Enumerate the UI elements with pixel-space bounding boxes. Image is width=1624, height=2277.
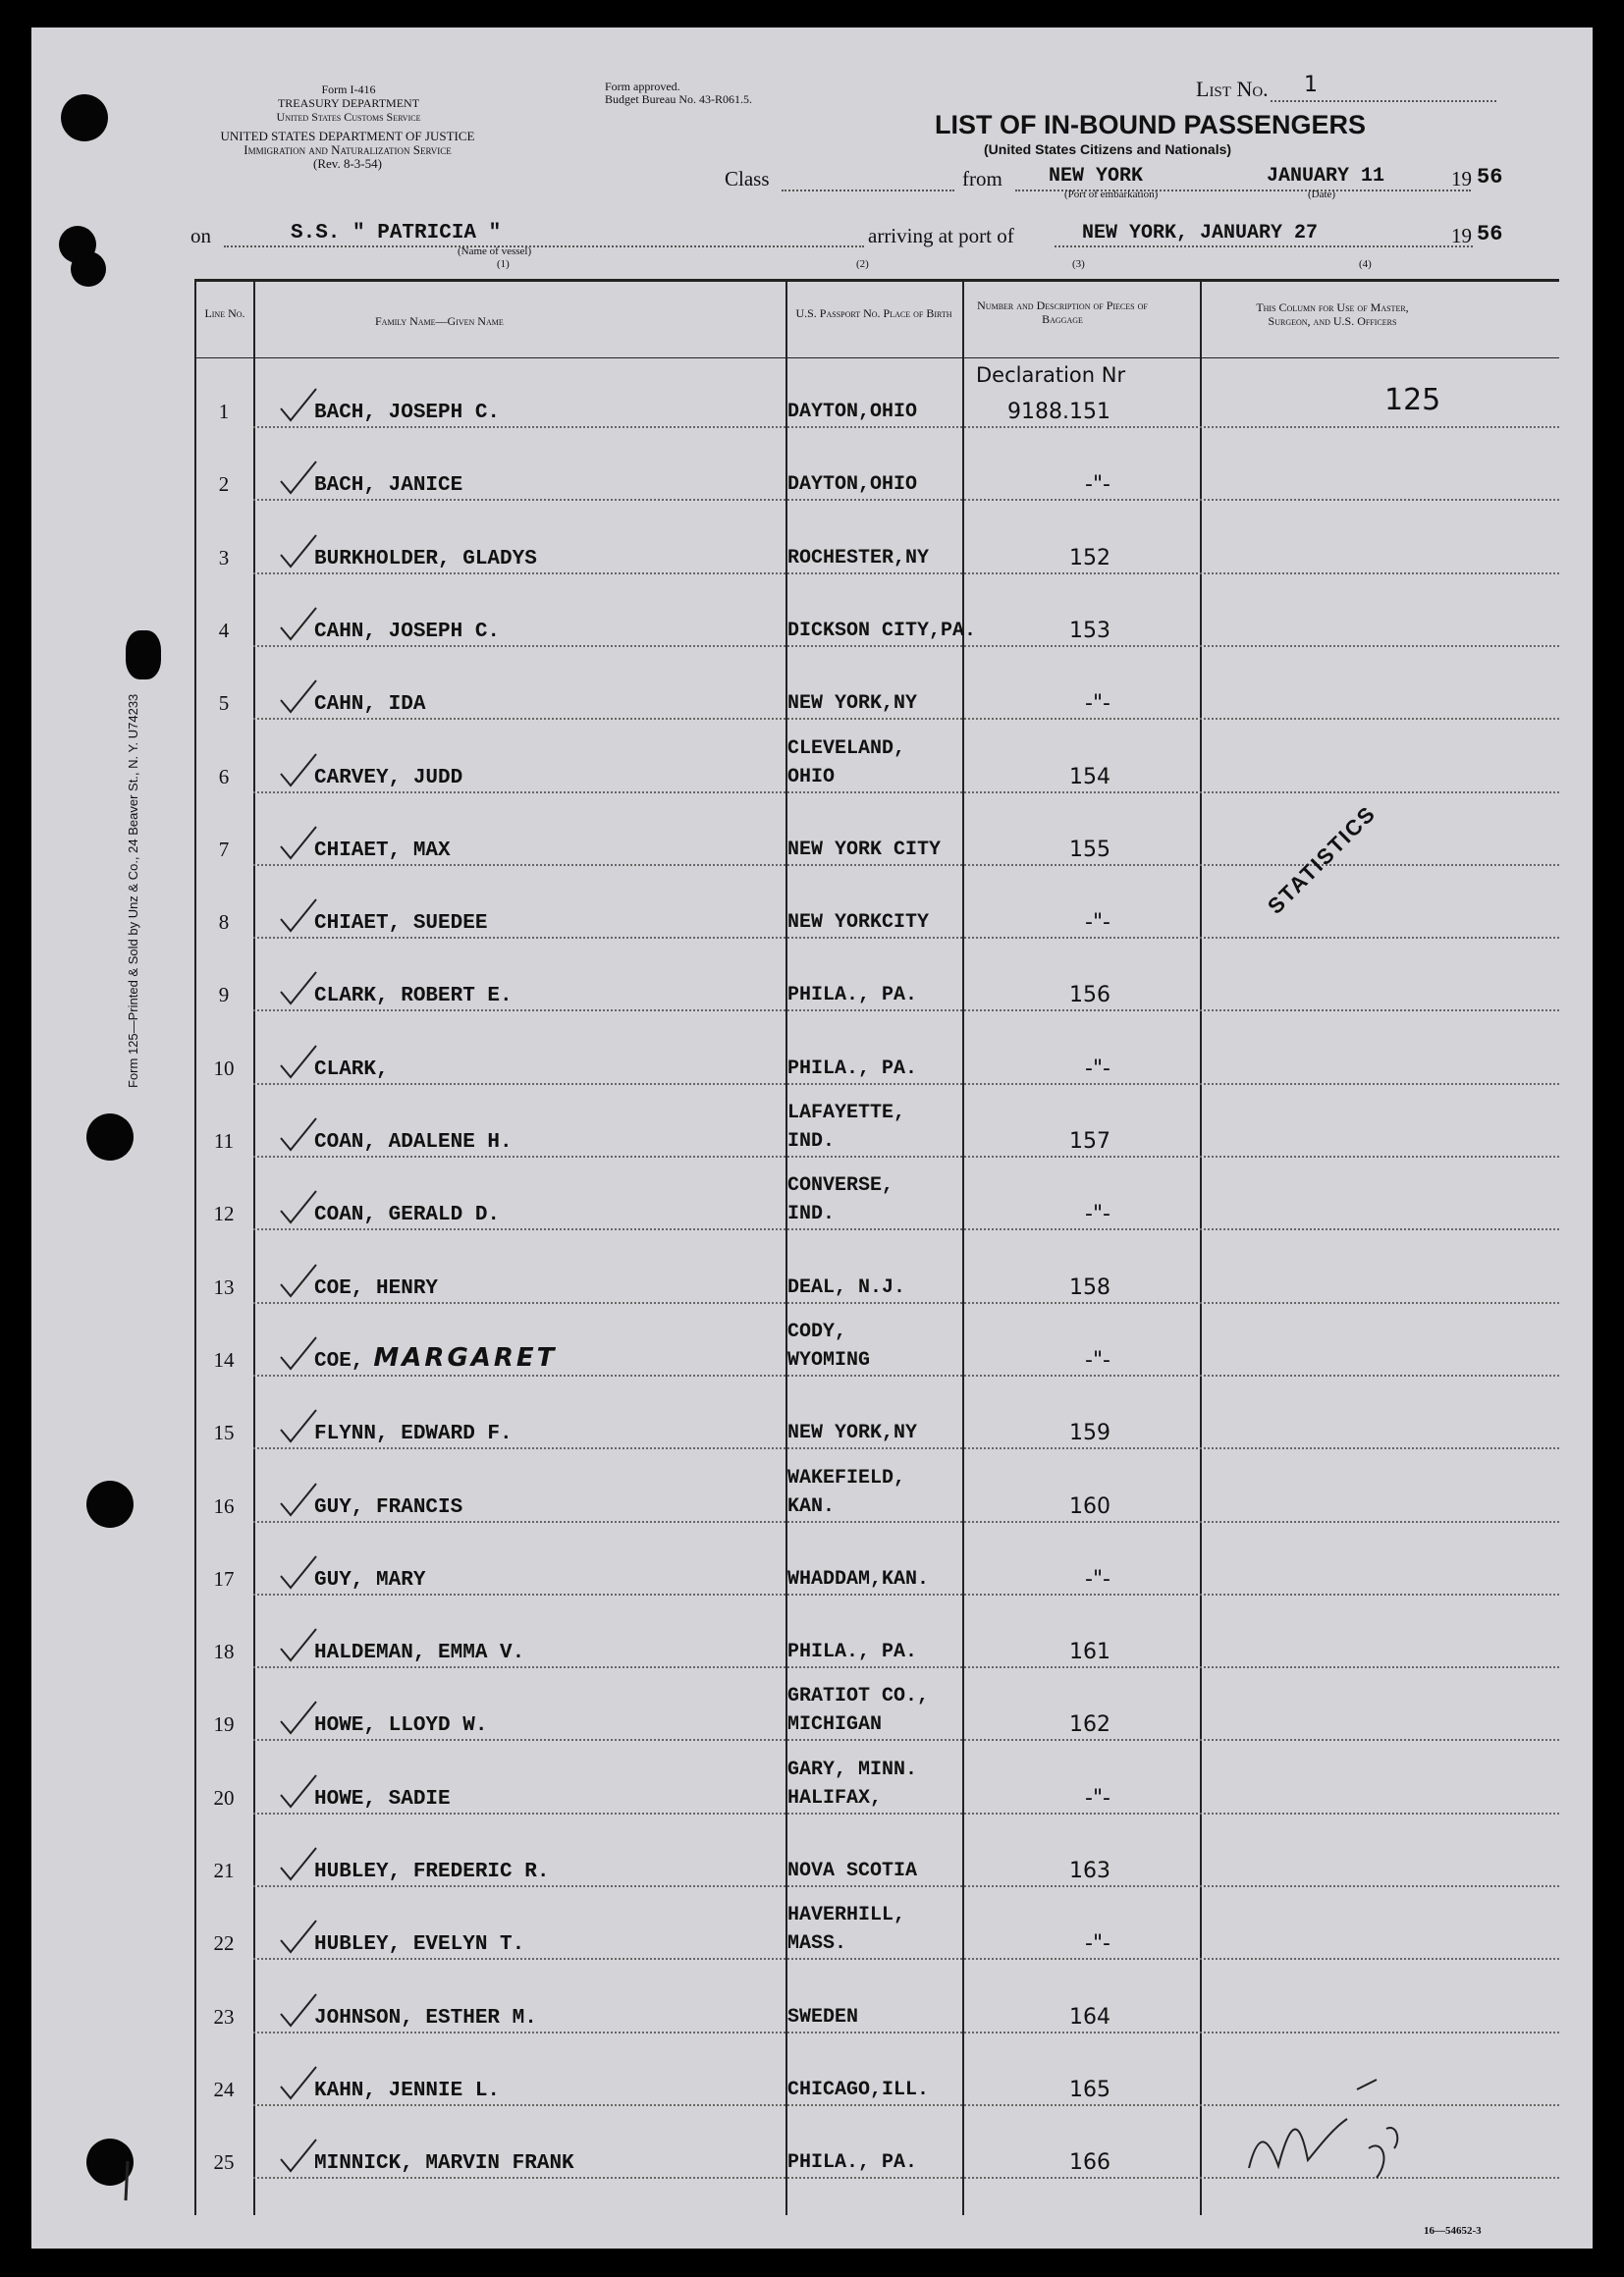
passenger-name-text: CHIAET, MAX <box>314 839 451 862</box>
place-of-birth-line: DEAL, N.J. <box>787 1275 906 1299</box>
passenger-name-text: CAHN, IDA <box>314 693 426 717</box>
footer-code: 16—54652-3 <box>1424 2225 1482 2237</box>
line-number: 20 <box>213 1785 235 1810</box>
baggage-value: -"- <box>1085 1566 1110 1592</box>
passenger-name <box>314 474 462 497</box>
passenger-name-text: CLARK, <box>314 1057 389 1081</box>
place-of-birth-line: OHIO <box>787 765 836 788</box>
page-title: LIST OF IN-BOUND PASSENGERS <box>935 110 1367 139</box>
place-of-birth-line: CODY, <box>787 1320 847 1343</box>
list-no-value: 1 <box>1304 73 1318 97</box>
place-of-birth-line: MICHIGAN <box>787 1713 883 1737</box>
place-of-birth <box>787 689 917 718</box>
table-row <box>194 1089 1559 1162</box>
line-number: 3 <box>218 545 230 569</box>
passenger-name-text: CHIAET, SUEDEE <box>314 912 488 936</box>
check-mark-icon <box>279 1700 318 1739</box>
passenger-name-text: BACH, JANICE <box>314 474 463 498</box>
line-number: 4 <box>218 618 230 642</box>
baggage-value: -"- <box>1085 1056 1110 1081</box>
line-number: 18 <box>213 1640 235 1664</box>
check-mark-icon <box>279 2065 318 2104</box>
line-number: 16 <box>213 1493 235 1518</box>
baggage-value: 9188.151 <box>1007 400 1110 424</box>
table-row <box>194 1891 1559 1964</box>
place-of-birth-line: PHILA., PA. <box>787 984 918 1007</box>
line-number: 9 <box>218 983 230 1007</box>
check-mark-icon <box>279 1408 318 1447</box>
place-of-birth <box>787 1274 905 1302</box>
table-row <box>194 1381 1559 1453</box>
baggage-value: -"- <box>1085 910 1110 936</box>
punch-hole <box>71 251 106 287</box>
passenger-name <box>314 1277 438 1300</box>
arrival-year: 56 <box>1477 222 1503 246</box>
place-of-birth-line: IND. <box>787 1130 836 1153</box>
place-of-birth-line: NEW YORKCITY <box>787 911 930 935</box>
check-mark-icon <box>279 2138 318 2177</box>
place-of-birth <box>787 544 929 572</box>
place-of-birth-line: WYOMING <box>787 1348 871 1372</box>
check-mark-icon <box>279 1335 318 1375</box>
place-of-birth <box>787 2076 929 2104</box>
line-number: 14 <box>213 1347 235 1372</box>
baggage-value: 162 <box>1069 1712 1110 1738</box>
place-of-birth-line: CONVERSE, <box>787 1174 894 1198</box>
baggage-value: 153 <box>1069 618 1110 643</box>
passenger-name-text: COE, HENRY <box>314 1276 439 1300</box>
place-of-birth <box>787 981 917 1009</box>
place-of-birth-line: PHILA., PA. <box>787 1641 918 1664</box>
check-mark-icon <box>279 1846 318 1885</box>
passenger-name <box>314 2080 500 2102</box>
line-number: 1 <box>218 400 230 423</box>
baggage-value: -"- <box>1085 1347 1110 1373</box>
place-of-birth-line: NEW YORK,NY <box>787 692 918 716</box>
place-of-birth <box>787 1857 917 1885</box>
caption-2: (2) <box>856 258 869 270</box>
place-of-birth-line: NEW YORK,NY <box>787 1422 918 1445</box>
treasury-dept: TREASURY DEPARTMENT <box>277 96 420 110</box>
table-row <box>194 870 1559 943</box>
passenger-name-text: HUBLEY, EVELYN T. <box>314 1933 525 1957</box>
passenger-name <box>314 621 500 643</box>
table-row <box>194 506 1559 578</box>
page-subtitle: (United States Citizens and Nationals) <box>984 141 1232 157</box>
place-of-birth-line: CHICAGO,ILL. <box>787 2078 930 2101</box>
place-of-birth-line: HAVERHILL, <box>787 1904 906 1927</box>
col-passport-header: U.S. Passport No. Place of Birth <box>795 306 952 320</box>
statistics-stamp: STATISTICS <box>1263 800 1381 919</box>
vessel-caption: (Name of vessel) <box>458 245 532 257</box>
officer-signature <box>1239 2070 1406 2197</box>
passenger-name <box>314 693 425 716</box>
line-number: 25 <box>213 2150 235 2175</box>
place-of-birth <box>787 836 941 864</box>
passenger-name-text: COAN, ADALENE H. <box>314 1131 513 1154</box>
place-of-birth <box>787 2148 917 2177</box>
place-of-birth-line: DAYTON,OHIO <box>787 401 918 423</box>
baggage-value: 163 <box>1069 1859 1110 1883</box>
place-of-birth <box>787 1171 893 1228</box>
passenger-name-text: BACH, JOSEPH C. <box>314 402 501 424</box>
declaration-label: Declaration Nr <box>976 363 1126 387</box>
passenger-name-text: HALDEMAN, EMMA V. <box>314 1642 525 1665</box>
vessel-name: S.S. " PATRICIA " <box>291 222 502 244</box>
handwritten-name: MARGARET <box>373 1342 558 1373</box>
passenger-name <box>314 1714 487 1737</box>
place-of-birth-line: PHILA., PA. <box>787 1057 918 1080</box>
table-row <box>194 432 1559 505</box>
dept-block <box>190 130 505 171</box>
baggage-value: 152 <box>1069 545 1110 570</box>
passenger-name <box>314 1642 524 1664</box>
baggage-value: -"- <box>1085 691 1110 717</box>
place-of-birth <box>787 1419 917 1447</box>
passenger-name-text: HUBLEY, FREDERIC R. <box>314 1861 550 1883</box>
passenger-name-text: CAHN, JOSEPH C. <box>314 620 501 643</box>
table-row <box>194 1235 1559 1308</box>
passenger-name <box>314 840 451 862</box>
passenger-name <box>314 767 462 789</box>
baggage-value: 156 <box>1069 983 1110 1008</box>
table-row <box>194 1672 1559 1745</box>
table-row <box>194 1454 1559 1527</box>
place-of-birth-line: SWEDEN <box>787 2005 859 2029</box>
passenger-name <box>314 1861 549 1883</box>
line-number: 7 <box>218 837 230 861</box>
passenger-name-text: BURKHOLDER, GLADYS <box>314 547 537 570</box>
table-row <box>194 578 1559 651</box>
baggage-value: 160 <box>1069 1493 1110 1519</box>
place-of-birth <box>787 1464 905 1521</box>
ins-service: Immigration and Naturalization Service <box>244 142 452 157</box>
from-port: NEW YORK <box>1049 165 1144 188</box>
passenger-name-text: GUY, FRANCIS <box>314 1495 463 1519</box>
approval-block <box>605 81 752 106</box>
line-number: 22 <box>213 1931 235 1956</box>
arriving-label: arriving at port of <box>868 224 1014 247</box>
punch-hole <box>86 1481 134 1528</box>
check-mark-icon <box>279 825 318 864</box>
passenger-name-text: CARVEY, JUDD <box>314 766 463 789</box>
place-of-birth <box>787 1901 905 1958</box>
table-row <box>194 1527 1559 1599</box>
place-of-birth-line: MASS. <box>787 1932 847 1956</box>
table-row <box>194 1599 1559 1672</box>
place-of-birth-line: NEW YORK CITY <box>787 838 942 861</box>
place-of-birth-line: ROCHESTER,NY <box>787 546 930 569</box>
class-label: Class <box>725 167 770 190</box>
place-of-birth-line: LAFAYETTE, <box>787 1102 906 1124</box>
passenger-name <box>314 1131 513 1154</box>
side-print: Form 125—Printed & Sold by Unz & Co., 24 Beaver St., N. Y. U74233 <box>126 693 140 1088</box>
col-line-header: Line No. <box>204 306 245 320</box>
place-of-birth <box>787 1318 870 1375</box>
table-row <box>194 1818 1559 1891</box>
baggage-value: 159 <box>1069 1421 1110 1446</box>
baggage-value: 154 <box>1069 764 1110 789</box>
customs-service: United States Customs Service <box>276 110 421 124</box>
col-name-header: Family Name—Given Name <box>375 314 504 328</box>
line-number: 23 <box>213 2004 235 2029</box>
table-row <box>194 1162 1559 1234</box>
margin-mark <box>118 2156 137 2205</box>
baggage-value: 157 <box>1069 1129 1110 1154</box>
passenger-name <box>314 2007 537 2030</box>
passenger-name-text: HOWE, LLOYD W. <box>314 1714 488 1738</box>
baggage-value: 165 <box>1069 2077 1110 2102</box>
passenger-name <box>314 548 537 570</box>
passenger-name <box>314 985 513 1007</box>
passenger-name <box>314 1788 451 1811</box>
check-mark-icon <box>279 1189 318 1228</box>
line-number: 12 <box>213 1202 235 1226</box>
form-approved: Form approved. <box>605 80 680 93</box>
passenger-name <box>314 1204 500 1226</box>
table-row <box>194 725 1559 797</box>
arrival-value: NEW YORK, JANUARY 27 <box>1082 222 1319 244</box>
place-of-birth <box>787 398 917 426</box>
place-of-birth <box>787 734 905 791</box>
table-row <box>194 651 1559 724</box>
place-of-birth-line: KAN. <box>787 1494 836 1518</box>
line-number: 15 <box>213 1421 235 1445</box>
check-mark-icon <box>279 970 318 1009</box>
baggage-value: 155 <box>1069 837 1110 862</box>
baggage-value: 164 <box>1069 2004 1110 2030</box>
date-caption: (Date) <box>1308 189 1336 200</box>
caption-4: (4) <box>1359 258 1372 270</box>
form-number: Form I-416 <box>321 82 376 96</box>
place-of-birth-line: HALIFAX, <box>787 1786 883 1810</box>
check-mark-icon <box>279 1992 318 2032</box>
on-label: on <box>190 224 211 247</box>
place-of-birth <box>787 1638 917 1666</box>
place-of-birth <box>787 1055 917 1083</box>
check-mark-icon <box>279 1263 318 1302</box>
check-mark-icon <box>279 897 318 937</box>
baggage-value: -"- <box>1085 1931 1110 1957</box>
line-number: 8 <box>218 910 230 935</box>
place-of-birth-line: WAKEFIELD, <box>787 1466 906 1490</box>
check-mark-icon <box>279 1044 318 1083</box>
table-row <box>194 1746 1559 1818</box>
place-of-birth <box>787 1756 917 1813</box>
baggage-value: 166 <box>1069 2150 1110 2176</box>
table-row <box>194 359 1559 432</box>
check-mark-icon <box>279 1773 318 1813</box>
place-of-birth-line: DICKSON CITY,PA. <box>787 619 977 642</box>
passenger-name-text: HOWE, SADIE <box>314 1787 451 1811</box>
budget-bureau: Budget Bureau No. 43-R061.5. <box>605 92 752 106</box>
from-year-prefix: 19 <box>1451 167 1472 190</box>
line-number: 5 <box>218 691 230 716</box>
passenger-name <box>314 2152 574 2175</box>
place-of-birth-line: CLEVELAND, <box>787 736 906 760</box>
passenger-name-text: MINNICK, MARVIN FRANK <box>314 2152 574 2176</box>
passenger-name-text: GUY, MARY <box>314 1568 426 1592</box>
punch-hole <box>126 630 161 679</box>
passenger-name <box>314 402 500 424</box>
table-row <box>194 1016 1559 1089</box>
line-number: 6 <box>218 764 230 788</box>
caption-1: (1) <box>497 258 510 270</box>
line-number: 10 <box>213 1056 235 1080</box>
check-mark-icon <box>279 678 318 718</box>
check-mark-icon <box>279 1482 318 1521</box>
list-no-label: List No. <box>1196 77 1269 101</box>
place-of-birth <box>787 470 917 499</box>
rev-date: (Rev. 8-3-54) <box>313 156 382 171</box>
baggage-value: 161 <box>1069 1640 1110 1665</box>
passenger-name-text: FLYNN, EDWARD F. <box>314 1423 513 1446</box>
passenger-name <box>314 1496 462 1519</box>
passenger-name <box>314 1423 513 1445</box>
place-of-birth-line: DAYTON,OHIO <box>787 473 918 497</box>
line-number: 21 <box>213 1859 235 1882</box>
place-of-birth <box>787 2003 858 2032</box>
punch-hole <box>61 94 108 141</box>
check-mark-icon <box>279 533 318 572</box>
punch-hole <box>86 1113 134 1161</box>
line-number: 2 <box>218 472 230 497</box>
port-caption: (Port of embarkation) <box>1064 189 1159 200</box>
place-of-birth <box>787 1682 929 1739</box>
line-number: 24 <box>213 2077 235 2101</box>
col-officers-header: This Column for Use of Master, Surgeon, and U.S. Officers <box>1256 300 1409 328</box>
check-mark-icon <box>279 387 318 426</box>
place-of-birth-line: NOVA SCOTIA <box>787 1860 918 1882</box>
from-label: from <box>962 167 1002 190</box>
line-number: 17 <box>213 1566 235 1591</box>
place-of-birth-line: GRATIOT CO., <box>787 1685 930 1708</box>
passenger-name-text: JOHNSON, ESTHER M. <box>314 2006 537 2030</box>
justice-dept: UNITED STATES DEPARTMENT OF JUSTICE <box>220 129 475 143</box>
place-of-birth-line: IND. <box>787 1203 836 1226</box>
passenger-name <box>314 912 487 935</box>
caption-3: (3) <box>1072 258 1085 270</box>
check-mark-icon <box>279 460 318 499</box>
check-mark-icon <box>279 752 318 791</box>
baggage-value: 158 <box>1069 1274 1110 1300</box>
passenger-name-text: COAN, GERALD D. <box>314 1204 501 1227</box>
passenger-name <box>314 1933 524 1956</box>
place-of-birth-line: PHILA., PA. <box>787 2151 918 2175</box>
check-mark-icon <box>279 1116 318 1156</box>
passenger-name-text: COE, <box>314 1349 364 1373</box>
passenger-name <box>314 1343 557 1373</box>
check-mark-icon <box>279 1554 318 1594</box>
table-row <box>194 1965 1559 2037</box>
baggage-value: -"- <box>1085 472 1110 498</box>
place-of-birth-line: WHADDAM,KAN. <box>787 1567 930 1591</box>
form-block <box>226 82 471 124</box>
line-number: 11 <box>213 1129 235 1153</box>
from-year: 56 <box>1477 165 1503 190</box>
baggage-value: -"- <box>1085 1785 1110 1811</box>
baggage-value: -"- <box>1085 1202 1110 1227</box>
place-of-birth <box>787 1099 905 1156</box>
check-mark-icon <box>279 1627 318 1666</box>
place-of-birth-line: GARY, MINN. <box>787 1758 918 1781</box>
line-number: 19 <box>213 1712 235 1737</box>
col-baggage-header: Number and Description of Pieces of Baggage <box>977 298 1148 326</box>
table-row <box>194 943 1559 1015</box>
passenger-name-text: CLARK, ROBERT E. <box>314 985 513 1008</box>
arrival-year-prefix: 19 <box>1451 224 1472 247</box>
manifest-page <box>31 27 1593 2249</box>
officer-number: 125 <box>1384 383 1441 417</box>
passenger-name <box>314 1058 389 1081</box>
line-number: 13 <box>213 1274 235 1299</box>
check-mark-icon <box>279 606 318 645</box>
from-date: JANUARY 11 <box>1267 165 1385 188</box>
check-mark-icon <box>279 1919 318 1958</box>
passenger-name <box>314 1569 425 1592</box>
table-row <box>194 1308 1559 1381</box>
place-of-birth <box>787 1565 929 1594</box>
place-of-birth <box>787 908 929 937</box>
passenger-name-text: KAHN, JENNIE L. <box>314 2079 501 2102</box>
